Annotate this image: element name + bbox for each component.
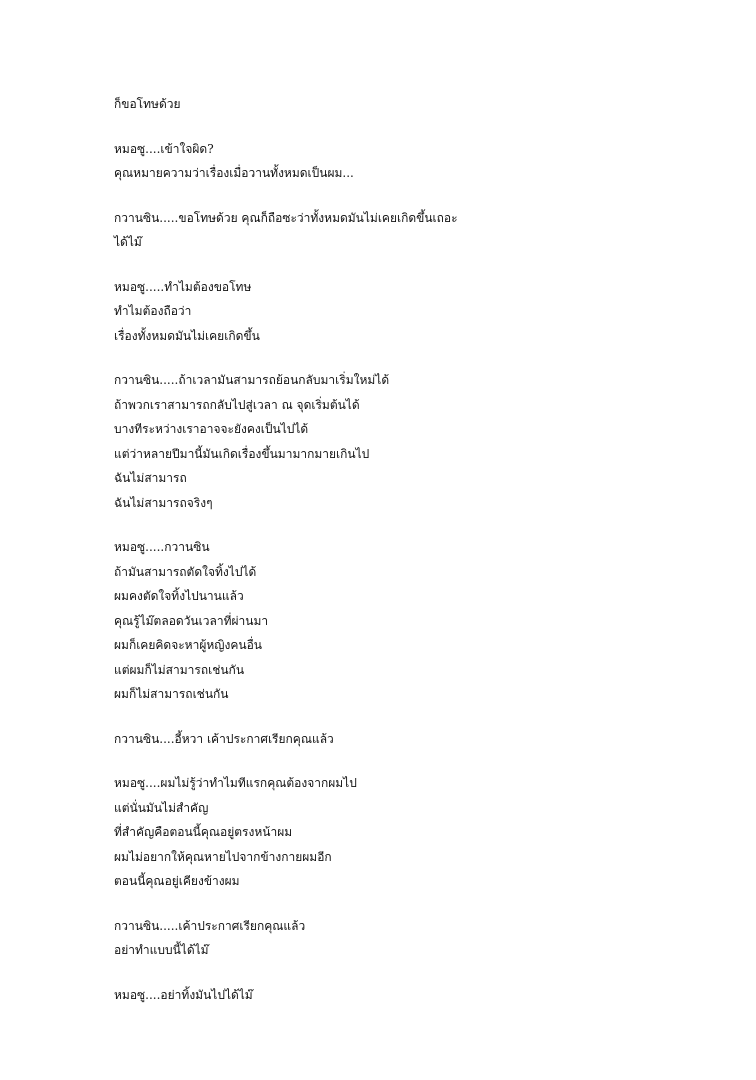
text-line: หมอซู....เข้าใจผิด?	[114, 141, 214, 156]
paragraph	[114, 92, 714, 117]
text-line: แต่นั่นมันไม่สำคัญ	[114, 800, 209, 815]
text-line: อย่าทำแบบนี้ได้ไม๊	[114, 943, 209, 957]
text-line: ตอนนี้คุณอยู่เคียงข้างผม	[114, 874, 240, 888]
text-line: บางทีระหว่างเราอาจจะยังคงเป็นไปได้	[114, 422, 309, 436]
text-line: ผมก็เคยคิดจะหาผู้หญิงคนอื่น	[114, 638, 262, 652]
text-line: หมอซู.....ทำไมต้องขอโทษ	[114, 279, 252, 294]
text-line: ผมไม่อยากให้คุณหายไปจากข้างกายผมอีก	[114, 849, 332, 864]
text-line: ก็ขอโทษด้วย	[114, 97, 181, 111]
text-line: ฉันไม่สามารถ	[114, 471, 187, 485]
text-line: ที่สำคัญคือตอนนี้คุณอยู่ตรงหน้าผม	[114, 825, 293, 839]
paragraph	[114, 727, 714, 752]
text-line: ผมก็ไม่สามารถเช่นกัน	[114, 687, 229, 701]
paragraph	[114, 206, 714, 255]
text-line: ทำไมต้องถือว่า	[114, 304, 192, 318]
paragraph	[114, 914, 714, 963]
text-line: หมอซู.....กวานซิน	[114, 540, 210, 554]
text-line: หมอซู....ผมไม่รู้ว่าทำไมทีแรกคุณต้องจากผมไป	[114, 776, 357, 790]
text-line: หมอซู....อย่าทิ้งมันไปได้ไม๊	[114, 987, 253, 1002]
text-line: เรื่องทั้งหมดมันไม่เคยเกิดขึ้น	[114, 328, 260, 343]
document-body	[114, 92, 714, 1027]
paragraph	[114, 983, 714, 1008]
text-line: คุณหมายความว่าเรื่องเมื่อวานทั้งหมดเป็นผม...	[114, 166, 354, 180]
text-line: ถ้ามันสามารถตัดใจทิ้งไปได้	[114, 564, 257, 579]
text-line: ฉันไม่สามารถจริงๆ	[114, 495, 213, 510]
paragraph	[114, 368, 714, 515]
text-line: ผมคงตัดใจทิ้งไปนานแล้ว	[114, 589, 244, 603]
text-line: กวานซิน.....ถ้าเวลามันสามารถย้อนกลับมาเริ่มใหม่ได้	[114, 373, 390, 387]
paragraph	[114, 771, 714, 894]
paragraph	[114, 137, 714, 186]
text-line: แต่ผมก็ไม่สามารถเช่นกัน	[114, 662, 245, 677]
text-line: แต่ว่าหลายปีมานี้มันเกิดเรื่องขึ้นมามากมายเกินไป	[114, 446, 370, 461]
text-line: ได้ไม๊	[114, 235, 142, 249]
text-line: กวานซิน.....เค้าประกาศเรียกคุณแล้ว	[114, 918, 306, 933]
text-line: ถ้าพวกเราสามารถกลับไปสู่เวลา ณ จุดเริ่มต้นได้	[114, 397, 360, 412]
paragraph	[114, 535, 714, 707]
paragraph	[114, 275, 714, 349]
text-line: กวานซิน....อี้หวา เค้าประกาศเรียกคุณแล้ว	[114, 731, 334, 746]
text-line: กวานซิน.....ขอโทษด้วย คุณก็ถือซะว่าทั้งหมดมันไม่เคยเกิดขึ้นเถอะ	[114, 210, 458, 225]
text-line: คุณรู้ไม๊ตลอดวันเวลาที่ผ่านมา	[114, 613, 269, 628]
